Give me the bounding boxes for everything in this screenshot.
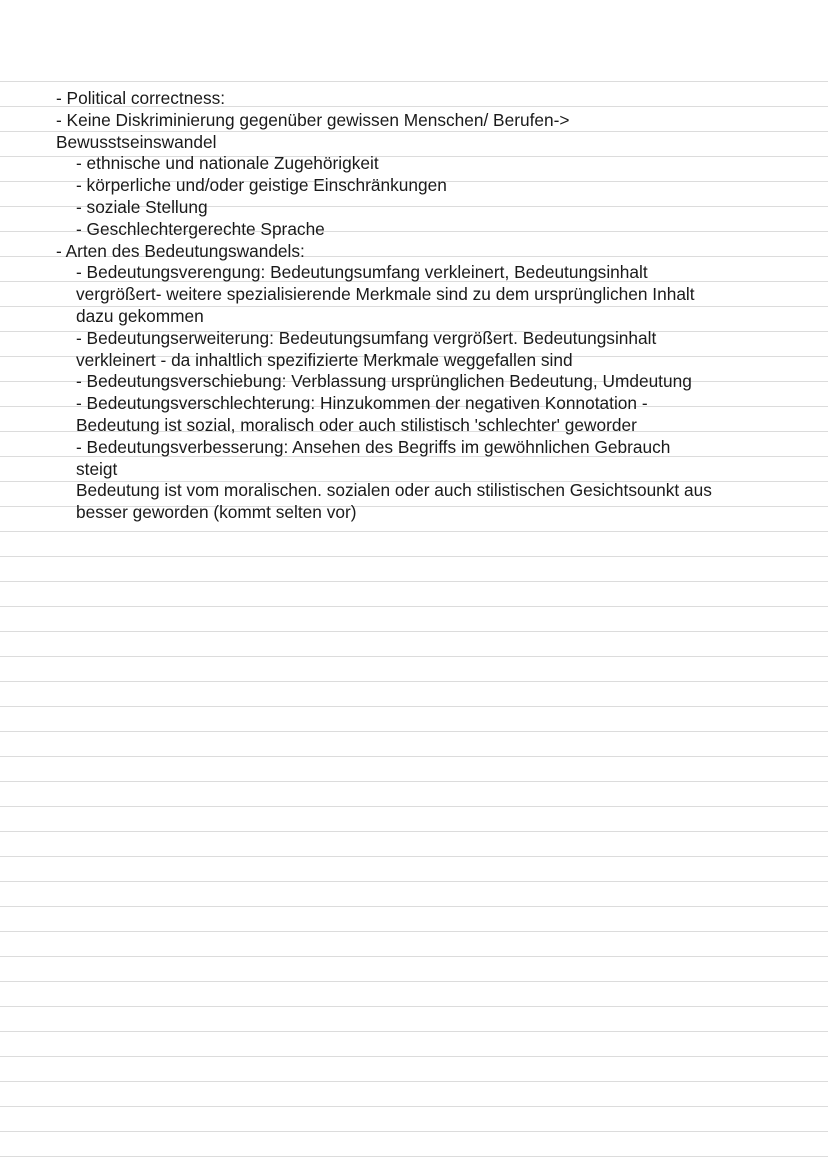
- note-line: - Geschlechtergerechte Sprache: [76, 218, 325, 239]
- note-line: - Keine Diskriminierung gegenüber gewissen Menschen/ Berufen->: [56, 109, 570, 130]
- note-line: dazu gekommen: [76, 305, 204, 326]
- note-line: Bewusstseinswandel: [56, 131, 217, 152]
- note-line: - soziale Stellung: [76, 196, 208, 217]
- note-line: - Political correctness:: [56, 88, 226, 108]
- note-line: - Bedeutungsverengung: Bedeutungsumfang verkleinert, Bedeutungsinhalt: [76, 262, 648, 283]
- note-line: - ethnische und nationale Zugehörigkeit: [76, 153, 379, 174]
- note-line: Bedeutung ist sozial, moralisch oder auch stilistisch 'schlechter' geworder: [76, 414, 637, 435]
- note-line: Bedeutung ist vom moralischen. sozialen oder auch stilistischen Gesichtsounkt aus: [76, 480, 712, 501]
- note-line: steigt: [76, 458, 118, 479]
- note-line: - körperliche und/oder geistige Einschränkungen: [76, 175, 447, 196]
- note-line: - Bedeutungsverschiebung: Verblassung ursprünglichen Bedeutung, Umdeutung: [76, 371, 692, 392]
- note-line: vergrößert- weitere spezialisierende Merkmale sind zu dem ursprünglichen Inhalt: [76, 284, 695, 305]
- note-text-body: [56, 88, 816, 524]
- note-line: verkleinert - da inhaltlich spezifizierte Merkmale weggefallen sind: [76, 349, 573, 370]
- note-line: besser geworden (kommt selten vor): [76, 502, 357, 523]
- note-line: - Bedeutungserweiterung: Bedeutungsumfang vergrößert. Bedeutungsinhalt: [76, 327, 657, 348]
- note-line: - Bedeutungsverschlechterung: Hinzukommen der negativen Konnotation -: [76, 393, 648, 414]
- note-line: - Bedeutungsverbesserung: Ansehen des Begriffs im gewöhnlichen Gebrauch: [76, 436, 671, 457]
- note-line: - Arten des Bedeutungswandels:: [56, 240, 305, 261]
